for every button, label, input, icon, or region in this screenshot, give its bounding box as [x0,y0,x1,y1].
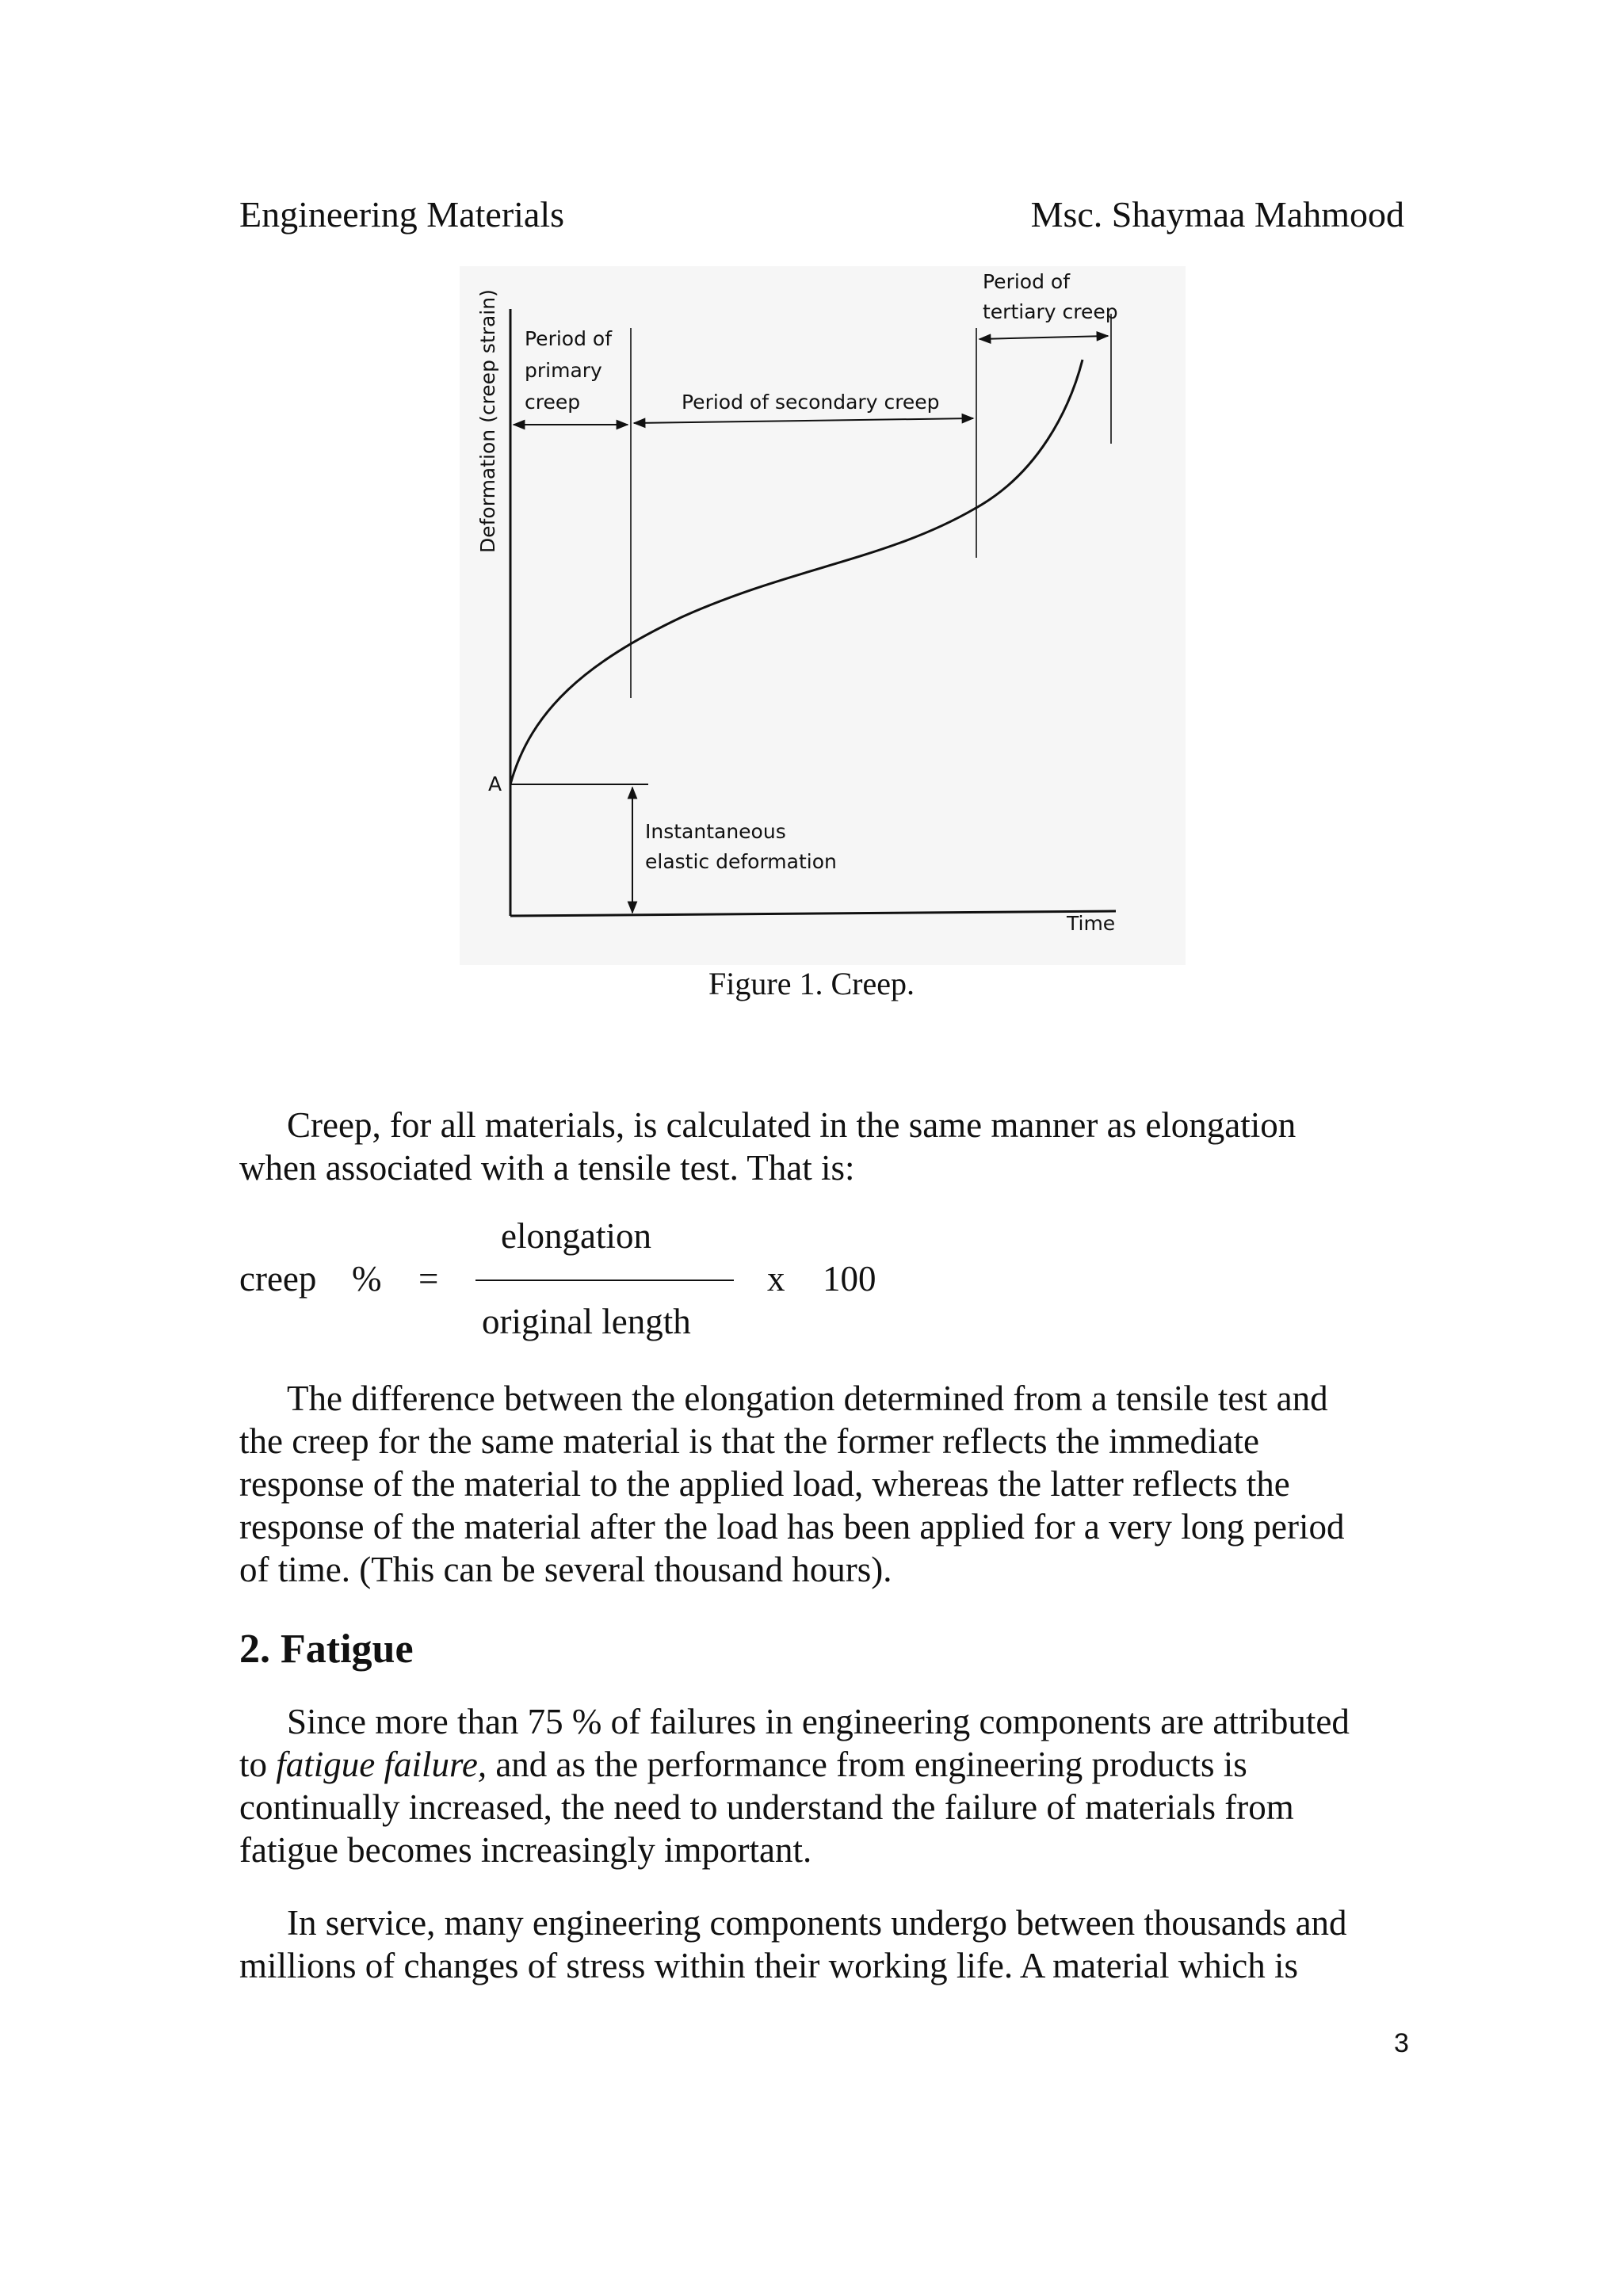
point-a-label: A [488,772,502,795]
elastic-label-2: elastic deformation [645,850,837,873]
header-author: Msc. Shaymaa Mahmood [1030,194,1404,235]
secondary-creep-label: Period of secondary creep [682,391,940,414]
figure-caption: Figure 1. Creep. [708,966,915,1001]
paragraph-fatigue-intro: Since more than 75 % of failures in engineering components are attributed to fatigue failure, and as the performance from engineering products is continually increased, the need to understand the failure of materials from fatigue becomes increasingly important. [239,1702,1350,1870]
tertiary-creep-label-1: Period of [983,270,1070,293]
primary-creep-label-1: Period of [525,327,612,350]
page-number: 3 [1394,2028,1409,2058]
formula-percent: % [352,1259,382,1299]
formula-denominator: original length [482,1302,691,1341]
formula-times: x [767,1259,785,1299]
header-title: Engineering Materials [239,194,565,235]
primary-creep-label-2: primary [525,359,602,382]
elastic-label-1: Instantaneous [645,820,786,843]
paragraph-creep-calculation: Creep, for all materials, is calculated in the same manner as elongation when associated with a tensile test. That is: [239,1105,1296,1188]
paragraph-elongation-vs-creep: The difference between the elongation determined from a tensile test and the creep for the same material is that the former reflects the immediate response of the material to the applied load, whereas the latter reflects the response of the material after the load has been applied for a very long period of time. (This can be several thousand hours). [239,1379,1345,1589]
formula-lhs: creep [239,1259,317,1299]
fatigue-failure-emphasis: fatigue failure, [276,1745,487,1784]
section-heading-fatigue: 2. Fatigue [239,1627,414,1672]
tertiary-creep-label-2: tertiary creep [983,300,1118,323]
x-axis-label: Time [1067,912,1116,935]
formula-numerator: elongation [501,1216,651,1256]
creep-diagram [460,266,1186,965]
formula-fraction-line [475,1280,734,1281]
formula-equals: = [418,1259,439,1299]
paragraph-fatigue-service: In service, many engineering components undergo between thousands and millions of changes of stress within their working life. A material which is [239,1903,1347,1985]
y-axis-label: Deformation (creep strain) [476,289,499,553]
formula-factor: 100 [823,1259,876,1299]
primary-creep-label-3: creep [525,391,581,414]
